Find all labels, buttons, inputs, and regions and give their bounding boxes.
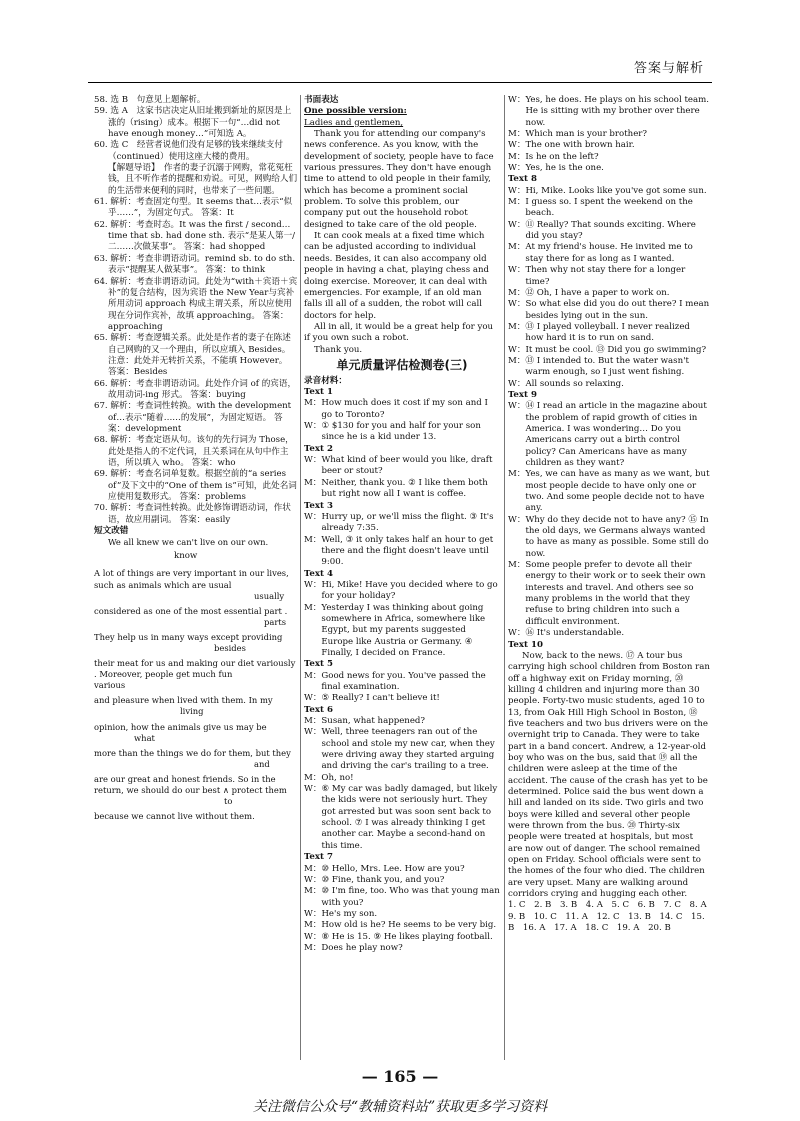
dialogue-text: Hurry up, or we'll miss the flight. ③ It's already 7:35. — [321, 511, 494, 534]
speaker-label: W： — [508, 378, 526, 389]
dialogue-text: Is he on the left? — [525, 151, 599, 162]
dialogue-text: It must be cool. ⑬ Did you go swimming? — [525, 344, 707, 355]
dialogue-line — [304, 727, 500, 772]
speaker-label: W： — [508, 299, 526, 310]
correction-fix: parts — [264, 616, 287, 627]
dialogue-text: What kind of beer would you like, draft beer or stout? — [321, 455, 493, 477]
dialogue-text: ⑬ I played volleyball. I never realized how hard it is to run on sand. — [525, 321, 690, 344]
dialogue-line — [508, 356, 710, 379]
speaker-label: W： — [304, 455, 322, 466]
dialogue-line — [508, 95, 710, 129]
answer-entry: 64. 解析：考查非谓语动词。此处为“with＋宾语＋宾补”的复合结构，因为宾语 the New Year与宾补所用动词 approach 构成主谓关系，所以应使用现在分词作宾补，故填 approaching。 答案：approaching — [94, 276, 298, 332]
correction-line — [94, 811, 298, 822]
dialogue-text: ⑬ I intended to. But the water wasn't warm enough, so I just went fishing. — [525, 355, 689, 378]
dialogue-text: Hi, Mike! Have you decided where to go for your holiday? — [321, 579, 498, 602]
text10-label: Text 10 — [508, 639, 543, 650]
version-label: One possible version: — [304, 106, 407, 117]
dialogue-line — [304, 784, 500, 852]
correction-fix: living — [180, 706, 204, 717]
dialogue-text: How much does it cost if my son and I go to Toronto? — [321, 398, 488, 420]
dialogue-text: ⑩ I'm fine, too. Who was that young man with you? — [321, 886, 500, 908]
speaker-label: W： — [304, 874, 322, 885]
dialogue-text: I guess so. I spent the weekend on the beach. — [525, 197, 693, 219]
correction-fix: to — [224, 796, 233, 807]
answer-entry: 63. 解析：考查非谓语动词。remind sb. to do sth. 表示“提醒某人做某事”。 答案：to think — [94, 253, 296, 276]
speaker-label: M： — [304, 716, 322, 727]
column-divider-2 — [504, 95, 505, 1060]
dialogue-text: Yesterday I was thinking about going somewhere in Africa, somewhere like Egypt, but my parents suggested Europe like Austria or Germany. ④ Finally, I decided on France. — [321, 602, 486, 658]
dialogue-line — [304, 535, 500, 569]
correction-line — [94, 658, 298, 691]
dialogue-text: He's my son. — [321, 908, 378, 919]
passage-intro: 【解题导语】 作者的妻子沉溺于网购，常花冤枉钱，且不听作者的提醒和劝说。可见，网购给人们的生活带来便利的同时，也带来了一些问题。 — [108, 163, 298, 196]
dialogue-text: ⑧ He is 15. ⑨ He likes playing football. — [321, 931, 493, 942]
correction-fix: usually — [254, 590, 285, 601]
speaker-label: W： — [508, 401, 526, 412]
dialogue-text: So what else did you do out there? I mean besides lying out in the sun. — [525, 299, 710, 321]
essay-paragraph: It can cook meals at a fixed time which can be adjusted according to individual needs. Besides, it can also accompany old people in having a chat, playing chess and doing exercise. Moreover, it can deal with emergencies. For example, if an old man falls ill all of a sudden, the robot will call doctors for help. — [304, 231, 490, 321]
speaker-label: M： — [304, 477, 322, 488]
dialogue-line — [304, 875, 500, 886]
speaker-label: M： — [304, 398, 322, 409]
speaker-label: M： — [304, 886, 322, 897]
correction-fix: what — [134, 732, 155, 743]
text-label: Text 4 — [304, 568, 333, 579]
answer-entry: 70. 解析：考查词性转换。此处修饰谓语动词，作状语，故应用副词。 答案：easily — [94, 503, 291, 525]
dialogue-text: Yes, he is the one. — [525, 163, 604, 174]
answer-entry: 65. 解析：考查逻辑关系。此处是作者的妻子在陈述自己网购的又一个理由，所以应填入 Besides。注意：此处并无转折关系，不能填 However。 答案：Besides — [94, 333, 291, 378]
dialogue-line — [508, 560, 710, 628]
speaker-label: W： — [508, 185, 526, 196]
unit-title: 单元质量评估检测卷(三) — [336, 357, 468, 372]
speaker-label: W： — [508, 95, 526, 105]
dialogue-text: Hi, Mike. Looks like you've got some sun. — [525, 185, 707, 196]
speaker-label: W： — [304, 908, 322, 919]
correction-line — [94, 774, 298, 807]
speaker-label: W： — [304, 579, 322, 590]
footer-note: 关注微信公众号“教辅资料站”获取更多学习资料 — [252, 1099, 548, 1115]
dialogue-text: Which man is your brother? — [525, 129, 648, 140]
text-label: Text 2 — [304, 443, 333, 454]
answer-entry: 58. 选 B 句意见上题解析。 — [94, 95, 206, 105]
dialogue-line — [304, 932, 500, 943]
speaker-label: W： — [508, 140, 526, 151]
column-left — [94, 95, 298, 822]
dialogue-text: Why do they decide not to have any? ⑮ In the old days, we Germans always wanted to have as many as possible. Some still do now. — [525, 514, 709, 559]
correction-line — [94, 568, 298, 601]
correction-line — [94, 537, 298, 562]
answer-entry: 61. 解析：考查固定句型。It seems that…表示“似乎……”，为固定句式。 答案：It — [94, 197, 293, 219]
speaker-label: W： — [304, 421, 322, 432]
correction-line — [94, 632, 298, 654]
text-label: Text 7 — [304, 852, 333, 863]
answer-entry: 69. 解析：考查名词单复数。根据空前的“a series of”及下文中的“One of them is”可知，此处名词应使用复数形式。 答案：problems — [94, 469, 297, 503]
page-number: — 165 — — [361, 1067, 439, 1086]
writing-title: 书面表达 — [304, 95, 339, 105]
dialogue-line — [508, 288, 710, 299]
speaker-label: M： — [304, 534, 322, 545]
dialogue-text: Good news for you. You've passed the final examination. — [321, 670, 486, 693]
dialogue-line — [508, 242, 710, 265]
correction-text: are our great and honest friends. So in the return, we should do our best ∧ protect them — [94, 773, 287, 795]
speaker-label: M： — [508, 469, 526, 480]
correction-passage — [94, 537, 298, 822]
dialogue-line — [508, 152, 710, 163]
correction-fix: and — [254, 758, 270, 769]
dialogue-line — [304, 603, 500, 660]
dialogue-line — [304, 886, 500, 909]
speaker-label: M： — [304, 920, 322, 931]
header-rule — [88, 82, 712, 83]
dialogue-line — [304, 398, 500, 421]
column-divider-1 — [300, 95, 301, 1060]
dialogue-text: Susan, what happened? — [321, 716, 426, 727]
dialogue-line — [508, 515, 710, 560]
answer-entry: 67. 解析：考查词性转换。with the development of…表示“随着……的发展”，为固定短语。 答案：development — [94, 401, 292, 434]
correction-text: A lot of things are very important in our lives, such as animals which are usual — [94, 568, 289, 590]
dialogue-line — [508, 299, 710, 322]
dialogue-text: At my friend's house. He invited me to stay there for as long as I wanted. — [525, 242, 693, 264]
text-label: Text 8 — [508, 174, 537, 185]
text-label: Text 3 — [304, 500, 333, 511]
dialogue-line — [508, 628, 710, 639]
speaker-label: M： — [304, 602, 322, 613]
speaker-label: W： — [508, 344, 526, 355]
column-right — [508, 95, 716, 934]
speaker-label: W： — [304, 784, 322, 795]
dialogue-text: ⑪ Really? That sounds exciting. Where did you stay? — [525, 219, 696, 242]
correction-fix: know — [174, 551, 198, 562]
dialogue-line — [304, 909, 500, 920]
correction-text: their meat for us and making our diet variously . Moreover, people get much fun — [94, 658, 296, 680]
dialogue-text: Well, three teenagers ran out of the school and stole my new car, when they were driving away they started arguing and driving the car's trailing to a tree. — [321, 727, 495, 772]
speaker-label: M： — [508, 287, 526, 298]
column-middle — [304, 95, 500, 954]
dialogue-list — [304, 387, 500, 954]
dialogue-line — [304, 943, 500, 954]
dialogue-line — [508, 345, 710, 356]
dialogue-line — [508, 469, 710, 514]
page-header — [96, 60, 704, 80]
dialogue-line — [304, 773, 500, 784]
dialogue-line — [508, 140, 710, 151]
speaker-label: W： — [508, 628, 526, 639]
speaker-label: W： — [508, 219, 526, 230]
dialogue-line — [508, 220, 710, 243]
text-label: Text 9 — [508, 389, 537, 400]
dialogue-text: ⑩ Fine, thank you, and you? — [321, 874, 445, 885]
speaker-label: W： — [508, 163, 526, 174]
text-label: Text 1 — [304, 387, 333, 398]
correction-line — [94, 606, 298, 628]
dialogue-text: Does he play now? — [321, 942, 403, 953]
dialogue-text: Oh, no! — [321, 772, 354, 783]
dialogue-line — [304, 693, 500, 704]
dialogue-text: ① $130 for you and half for your son since he is a kid under 13. — [321, 421, 481, 443]
correction-line — [94, 695, 298, 717]
speaker-label: M： — [508, 242, 526, 253]
speaker-label: M： — [508, 560, 526, 571]
speaker-label: W： — [304, 511, 322, 522]
text-label: Text 5 — [304, 659, 333, 670]
dialogue-text: All sounds so relaxing. — [525, 378, 624, 389]
dialogue-line — [304, 580, 500, 603]
essay-paragraph: Thank you for attending our company's news conference. As you know, with the development of society, people have to face various pressures. They don't have enough time to attend to old people in their family, which has become a prominent social problem. To solve this problem, our company put out the household robot designed to take care of the old people. — [304, 129, 494, 230]
recording-label: 录音材料： — [304, 375, 347, 386]
speaker-label: W： — [508, 265, 526, 276]
correction-text: because we cannot live without them. — [94, 811, 255, 822]
answer-entry: 59. 选 A 这家书店决定从旧址搬到新址的原因是上涨的（rising）成本。根据下一句“…did not have enough money…”可知选 A。 — [94, 106, 292, 140]
answer-entry: 68. 解析：考查定语从句。该句的先行词为 Those，此处是指人的不定代词，且关系词在从句中作主语，所以填入 who。 答案：who — [94, 435, 294, 468]
answer-entry: 60. 选 C 经营者说他们没有足够的钱来继续支付（continued）使用这座大楼的费用。 — [94, 140, 283, 162]
speaker-label: M： — [508, 197, 526, 208]
dialogue-line — [508, 401, 710, 469]
correction-text: more than the things we do for them, but they — [94, 747, 291, 758]
dialogue-line — [304, 512, 500, 535]
dialogue-text: Some people prefer to devote all their energy to their work or to seek their own interests and travel. And others see so many problems in the world that they refuse to bring children into such a difficult environment. — [525, 560, 706, 627]
dialogue-line — [508, 129, 710, 140]
dialogue-text: ⑯ It's understandable. — [525, 628, 625, 639]
text-label: Text 6 — [304, 704, 333, 715]
dialogue-list — [508, 95, 710, 640]
dialogue-line — [304, 864, 500, 875]
header-title: 答案与解析 — [633, 61, 704, 76]
dialogue-line — [304, 421, 500, 444]
correction-fix: besides — [214, 642, 246, 653]
speaker-label: M： — [304, 863, 322, 874]
dialogue-line — [304, 455, 500, 478]
dialogue-line — [508, 265, 710, 288]
dialogue-text: How old is he? He seems to be very big. — [321, 920, 497, 931]
dialogue-line — [304, 920, 500, 931]
speaker-label: M： — [508, 151, 526, 162]
speaker-label: W： — [304, 693, 322, 704]
dialogue-line — [304, 671, 500, 694]
speaker-label: W： — [304, 931, 322, 942]
dialogue-text: Yes, we can have as many as we want, but most people decide to have only one or two. And some people decide not to have any. — [525, 469, 710, 514]
correction-line — [94, 748, 298, 770]
correction-text: considered as one of the most essential part . — [94, 605, 288, 616]
correction-text: opinion, how the animals give us may be — [94, 721, 267, 732]
answer-entry: 62. 解析：考查时态。It was the first / second…time that sb. had done sth. 表示“是某人第一/二……次做某事”。 答案：had shopped — [94, 219, 296, 253]
dialogue-line — [508, 197, 710, 220]
dialogue-line — [508, 163, 710, 174]
dialogue-line — [304, 716, 500, 727]
dialogue-text: ⑩ Hello, Mrs. Lee. How are you? — [321, 863, 465, 874]
answer-key: 1. C 2. B 3. B 4. A 5. C 6. B 7. C 8. A 9. B 10. C 11. A 12. C 13. B 14. C 15. B 16. A 17. A 18. C 19. A 20. B — [508, 900, 716, 934]
correction-line — [94, 722, 298, 744]
dialogue-line — [304, 478, 500, 501]
dialogue-text: Then why not stay there for a longer time? — [525, 265, 686, 287]
correction-text: We all knew we can't live on our own. — [108, 537, 269, 548]
speaker-label: W： — [304, 727, 322, 738]
answer-entry: 66. 解析：考查非谓语动词。此处作介词 of 的宾语，故用动词-ing 形式。 答案：buying — [94, 378, 297, 400]
dialogue-text: Well, ③ it only takes half an hour to get there and the flight doesn't leave until 9:00. — [321, 534, 494, 568]
dialogue-text: The one with brown hair. — [525, 140, 635, 151]
dialogue-line — [508, 186, 710, 197]
speaker-label: M： — [304, 670, 322, 681]
correction-text: and pleasure when lived with them. In my — [94, 695, 273, 706]
dialogue-line — [508, 379, 710, 390]
dialogue-line — [508, 322, 710, 345]
dialogue-text: ⑤ Really? I can't believe it! — [321, 693, 440, 704]
speaker-label: M： — [304, 942, 322, 953]
salutation: Ladies and gentlemen, — [304, 117, 404, 128]
speaker-label: M： — [508, 129, 526, 140]
correction-fix: various — [94, 680, 126, 691]
speaker-label: M： — [304, 772, 322, 783]
speaker-label: W： — [508, 514, 526, 525]
correction-text: They help us in many ways except providing — [94, 631, 283, 642]
dialogue-text: ⑥ My car was badly damaged, but likely the kids were not seriously hurt. They got arrested but was soon sent back to school. ⑦ I was already thinking I get another car. Maybe a second-hand on this time. — [321, 784, 498, 851]
essay-closing: Thank you. — [314, 344, 363, 355]
dialogue-text: ⑭ I read an article in the magazine about the problem of rapid growth of cities in America. I was wondering… Do you Americans carry out a birth control policy? Can Americans have as many children as they want? — [525, 401, 707, 468]
dialogue-text: ⑫ Oh, I have a paper to work on. — [525, 287, 670, 298]
speaker-label: M： — [508, 321, 526, 332]
correction-title: 短文改错 — [94, 526, 129, 537]
text10-passage: Now, back to the news. ⑰ A tour bus carrying high school children from Boston ran off a highway exit on Friday morning, ⑳ killing 4 children and injuring more than 30 people. Forty-two music students, aged 10 to 13, from Oak Hill High School in Boston, ⑱ five teachers and two bus drivers were on the overnight trip to Canada. They were to take part in a band concert. Andrew, a 12-year-old boy who was on the bus, said that ⑲ all the children were asleep at the time of the accident. The cause of the crash has yet to be determined. Police said the bus went down a hill and landed on its side. Two girls and two boys were killed and several other people were thrown from the bus. ⑳ Thirty-six people were treated at hospitals, but most are now out of danger. The school remained open on Friday. School officials were sent to the homes of the four who died. The children are very upset. Many are walking around corridors crying and hugging each other. — [508, 650, 710, 900]
speaker-label: M： — [508, 355, 526, 366]
dialogue-text: Neither, thank you. ② I like them both but right now all I want is coffee. — [321, 477, 488, 500]
dialogue-text: Yes, he does. He plays on his school team. He is sitting with my brother over there now. — [525, 95, 709, 128]
essay-paragraph: All in all, it would be a great help for you if you own such a robot. — [304, 321, 494, 344]
